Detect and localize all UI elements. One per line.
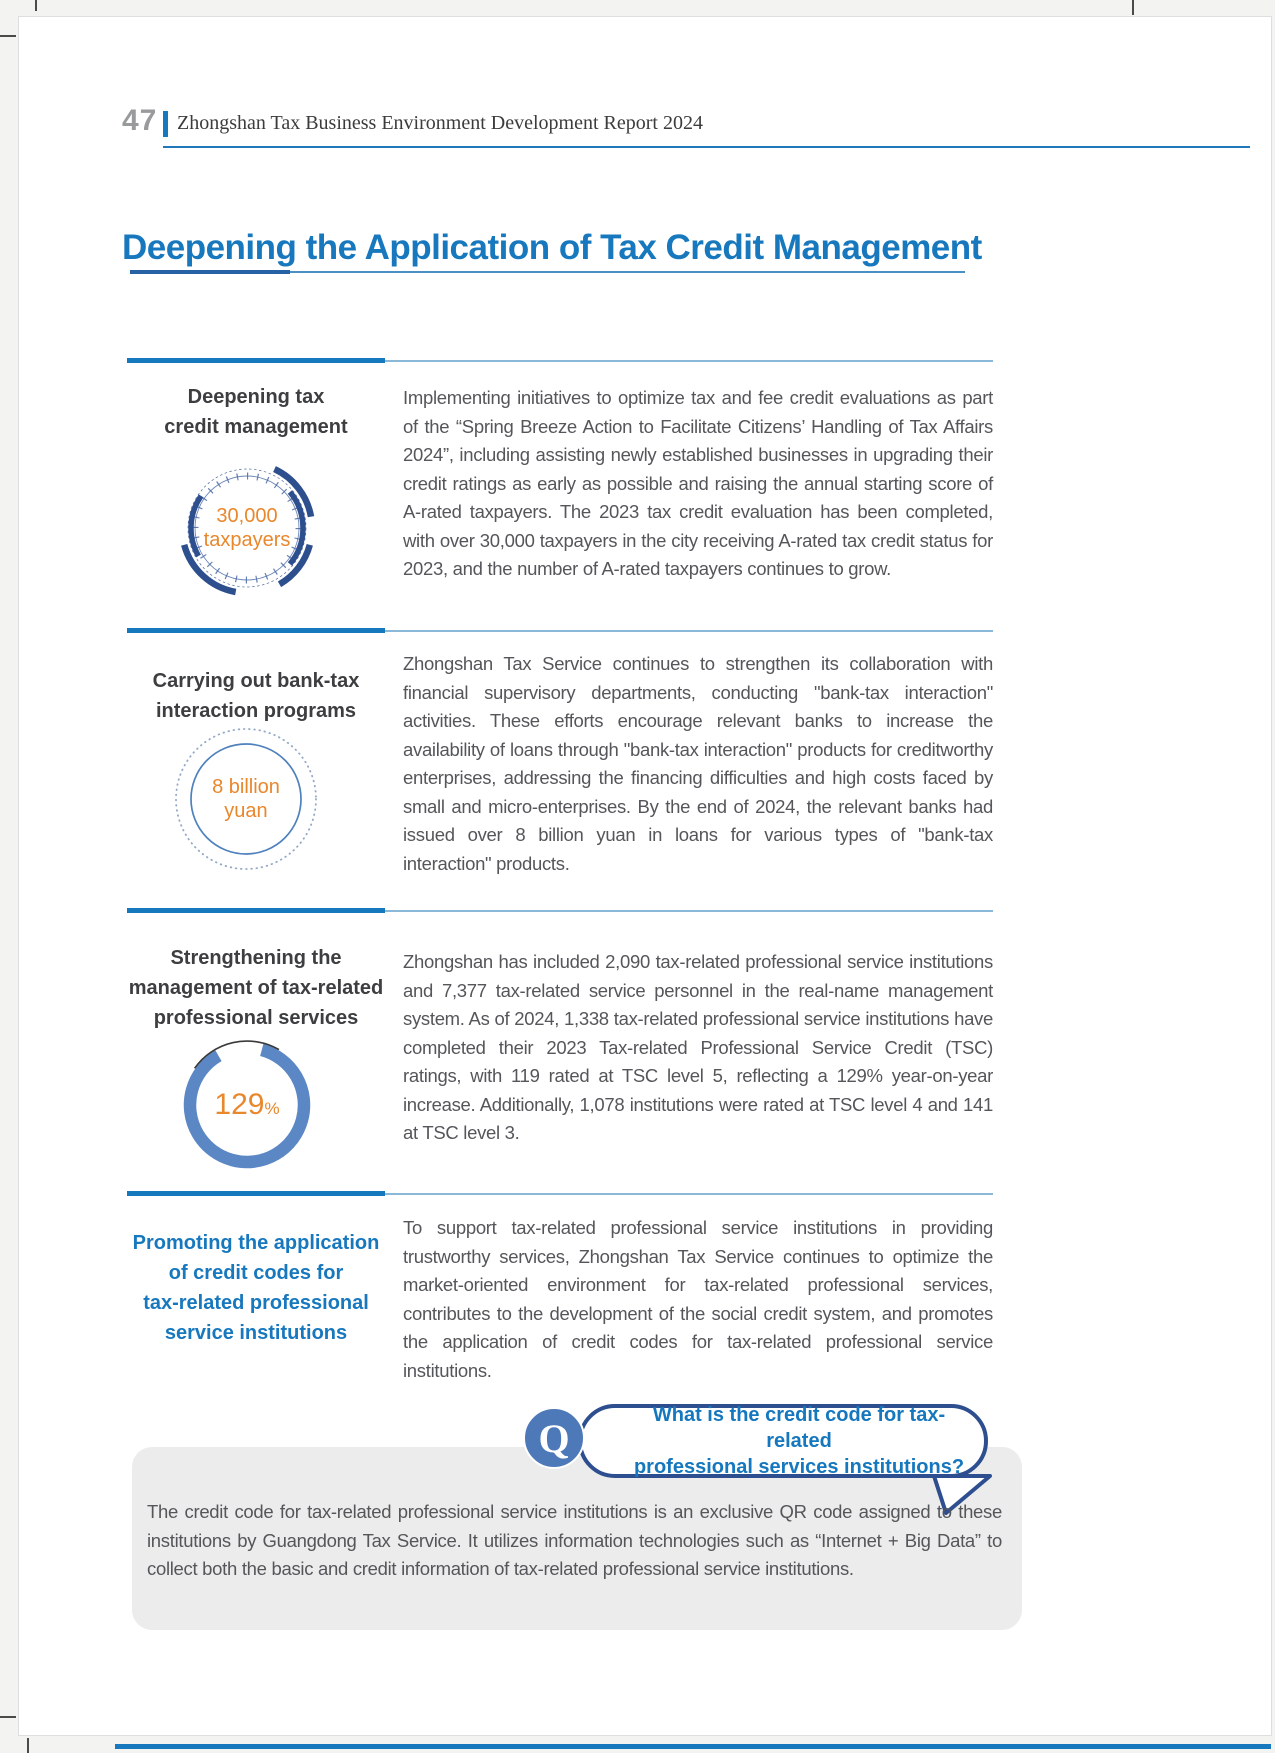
section1-heading bbox=[127, 382, 385, 442]
title-underline-light bbox=[290, 271, 965, 273]
taxpayers-badge-label: taxpayers bbox=[203, 529, 291, 551]
answer-text: The credit code for tax-related professional service institutions is an exclusive QR code assigned to these institutions by Guangdong Tax Service. It utilizes information technologies such as “Internet + Big Data” to collect both the basic and credit information of tax-related professional service institutions. bbox=[147, 1501, 1002, 1579]
section3-divider-thick bbox=[127, 908, 385, 913]
crop-mark-bottom-left-vertical bbox=[27, 1738, 29, 1753]
section2-divider-thin bbox=[385, 630, 993, 632]
loans-badge-value: 8 billion bbox=[212, 776, 280, 798]
section1-heading-line2: credit management bbox=[164, 416, 348, 438]
crop-mark-bottom-left-horizontal bbox=[0, 1716, 16, 1718]
section4-heading-line2: of credit codes for bbox=[168, 1262, 344, 1284]
taxpayers-badge-text bbox=[204, 504, 291, 552]
taxpayers-gauge-badge bbox=[172, 453, 322, 603]
taxpayers-badge-value: 30,000 bbox=[216, 505, 278, 527]
section4-heading-line4: service institutions bbox=[164, 1322, 348, 1344]
section3-heading-line2: management of tax-related bbox=[128, 977, 384, 999]
section4-heading-line1: Promoting the application bbox=[132, 1232, 380, 1254]
crop-mark-top-right-vertical bbox=[1132, 0, 1134, 15]
crop-mark-top-left-horizontal bbox=[0, 35, 16, 37]
tsc-badge-text bbox=[214, 1089, 279, 1121]
section1-body: Implementing initiatives to optimize tax and fee credit evaluations as part of the “Spring Breeze Action to Facilitate Citizens’ Handling of Tax Affairs 2024”, including assisting newly established businesses in upgrading their credit ratings as early as possible and raising the annual starting score of A-rated taxpayers. The 2023 tax credit evaluation has been completed, with over 30,000 taxpayers in the city receiving A-rated tax credit status for 2023, and the number of A-rated taxpayers continues to grow. bbox=[403, 387, 993, 579]
question-line1: What is the credit code for tax-related bbox=[652, 1404, 946, 1452]
section2-divider-thick bbox=[127, 628, 385, 633]
header-accent-bar bbox=[163, 111, 168, 137]
section4-divider-thin bbox=[385, 1193, 993, 1195]
section4-heading-line3: tax-related professional bbox=[143, 1292, 369, 1314]
section3-body: Zhongshan has included 2,090 tax-related professional service institutions and 7,377 tax-related service personnel in the real-name management system. As of 2024, 1,338 tax-related professional service institutions have completed their 2023 Tax-related Professional Service Credit (TSC) ratings, with 119 rated at TSC level 5, reflecting a 129% year-on-year increase. Additionally, 1,078 institutions were rated at TSC level 4 and 141 at TSC level 3. bbox=[403, 951, 993, 1143]
section3-divider-thin bbox=[385, 910, 993, 912]
section3-heading bbox=[127, 943, 385, 1033]
tsc-donut-badge bbox=[172, 1030, 322, 1180]
section2-heading-line1: Carrying out bank-tax bbox=[152, 670, 360, 692]
question-line2: professional services institutions? bbox=[633, 1456, 965, 1478]
crop-mark-top-left-vertical bbox=[35, 0, 37, 11]
section2-heading bbox=[127, 666, 385, 726]
section4-divider-thick bbox=[127, 1191, 385, 1196]
section4-heading bbox=[127, 1228, 385, 1348]
loans-circle-badge bbox=[171, 724, 321, 874]
page-title: Deepening the Application of Tax Credit Management bbox=[122, 228, 982, 267]
section3-heading-line3: professional services bbox=[153, 1007, 359, 1029]
loans-badge-label: yuan bbox=[224, 800, 268, 822]
section3-heading-line1: Strengthening the bbox=[170, 947, 342, 969]
tsc-badge-value: 129 bbox=[214, 1088, 265, 1121]
page-number: 47 bbox=[122, 104, 158, 137]
section1-heading-line1: Deepening tax bbox=[187, 386, 325, 408]
header-rule bbox=[163, 146, 1250, 148]
loans-badge-text bbox=[212, 775, 280, 823]
tsc-badge-unit: % bbox=[264, 1099, 280, 1118]
section4-body: To support tax-related professional service institutions in providing trustworthy services, Zhongshan Tax Service continues to optimize the market-oriented environment for tax-related professional services, contributes to the development of the social credit system, and promotes the application of credit codes for tax-related professional service institutions. bbox=[403, 1217, 993, 1381]
section2-body: Zhongshan Tax Service continues to strengthen its collaboration with financial supervisory departments, conducting "bank-tax interaction" activities. These efforts encourage relevant banks to increase the availability of loans through "bank-tax interaction" products for creditworthy enterprises, addressing the financing difficulties and high costs faced by small and micro-enterprises. By the end of 2024, the relevant banks had issued over 8 billion yuan in loans for various types of "bank-tax interaction" products. bbox=[403, 653, 993, 874]
report-title: Zhongshan Tax Business Environment Development Report 2024 bbox=[177, 112, 703, 134]
question-bubble bbox=[578, 1404, 988, 1478]
section2-heading-line2: interaction programs bbox=[155, 700, 357, 722]
section1-divider-thin bbox=[385, 360, 993, 362]
title-underline-dark bbox=[130, 270, 290, 274]
footer-accent-line bbox=[115, 1744, 1271, 1749]
section1-divider-thick bbox=[127, 358, 385, 363]
question-icon: Q bbox=[523, 1407, 585, 1469]
